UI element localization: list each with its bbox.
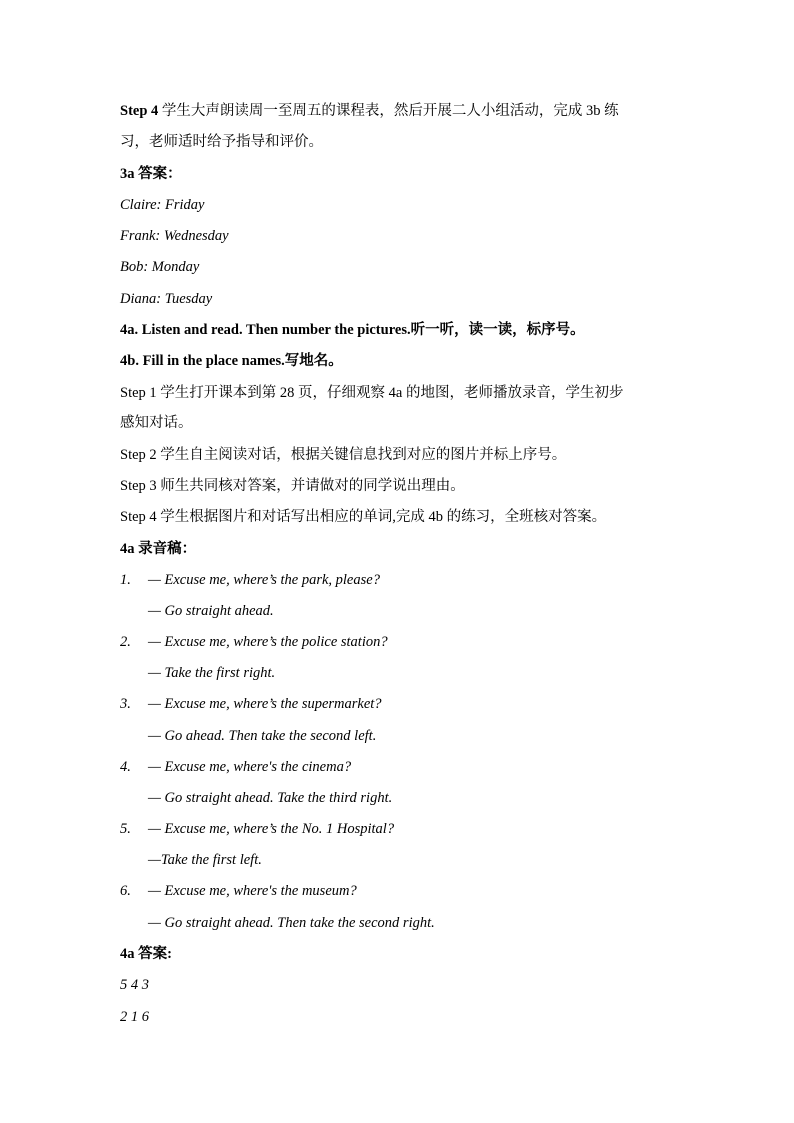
answers-3a-heading: 3a 答案：	[120, 166, 182, 182]
dialog-number: 5.	[120, 821, 131, 837]
answer-3a-item: Frank: Wednesday	[120, 228, 229, 244]
step-4: Step 4 学生根据图片和对话写出相应的单词,完成 4b 的练习，全班核对答案。	[120, 509, 607, 525]
answers-4a-row1: 5 4 3	[120, 977, 149, 993]
step-1-line1: Step 1 学生打开课本到第 28 页，仔细观察 4a 的地图，老师播放录音，学生初步	[120, 385, 624, 401]
dialog-question: — Excuse me, where's the museum?	[148, 883, 357, 899]
step-3: Step 3 师生共同核对答案，并请做对的同学说出理由。	[120, 478, 465, 494]
dialog-number: 4.	[120, 759, 131, 775]
dialog-answer: — Take the first right.	[148, 665, 276, 681]
step4-text: 学生大声朗读周一至周五的课程表，然后开展二人小组活动，完成 3b 练	[158, 103, 619, 119]
step-2: Step 2 学生自主阅读对话，根据关键信息找到对应的图片并标上序号。	[120, 447, 567, 463]
answer-3a-item: Bob: Monday	[120, 259, 200, 275]
dialog-answer: — Go straight ahead. Then take the second right.	[148, 915, 435, 931]
dialog-answer: — Go straight ahead.	[148, 603, 274, 619]
dialog-question: — Excuse me, where’s the No. 1 Hospital?	[148, 821, 395, 837]
dialog-question: — Excuse me, where’s the police station?	[148, 634, 388, 650]
answers-4a-heading: 4a 答案:	[120, 946, 172, 962]
answers-4a-row2: 2 1 6	[120, 1009, 149, 1025]
step4-label: Step 4	[120, 103, 159, 119]
dialog-number: 2.	[120, 634, 131, 650]
answer-3a-item: Diana: Tuesday	[120, 291, 213, 307]
dialog-question: — Excuse me, where’s the supermarket?	[148, 696, 382, 712]
task-4b-heading: 4b. Fill in the place names.写地名。	[120, 353, 343, 369]
dialog-number: 3.	[120, 696, 131, 712]
task-4a-heading: 4a. Listen and read. Then number the pictures.听一听，读一读，标序号。	[120, 322, 585, 338]
answer-3a-item: Claire: Friday	[120, 197, 205, 213]
step-1-line2: 感知对话。	[120, 415, 193, 431]
step4-intro-line1	[120, 101, 619, 121]
dialog-question: — Excuse me, where's the cinema?	[148, 759, 352, 775]
dialog-number: 6.	[120, 883, 131, 899]
script-4a-heading: 4a 录音稿：	[120, 541, 197, 557]
dialog-answer: —Take the first left.	[148, 852, 262, 868]
step4-intro-line2: 习，老师适时给予指导和评价。	[120, 134, 323, 150]
dialog-answer: — Go straight ahead. Take the third right.	[148, 790, 393, 806]
dialog-number: 1.	[120, 572, 131, 588]
dialog-question: — Excuse me, where’s the park, please?	[148, 572, 380, 588]
dialog-answer: — Go ahead. Then take the second left.	[148, 728, 377, 744]
